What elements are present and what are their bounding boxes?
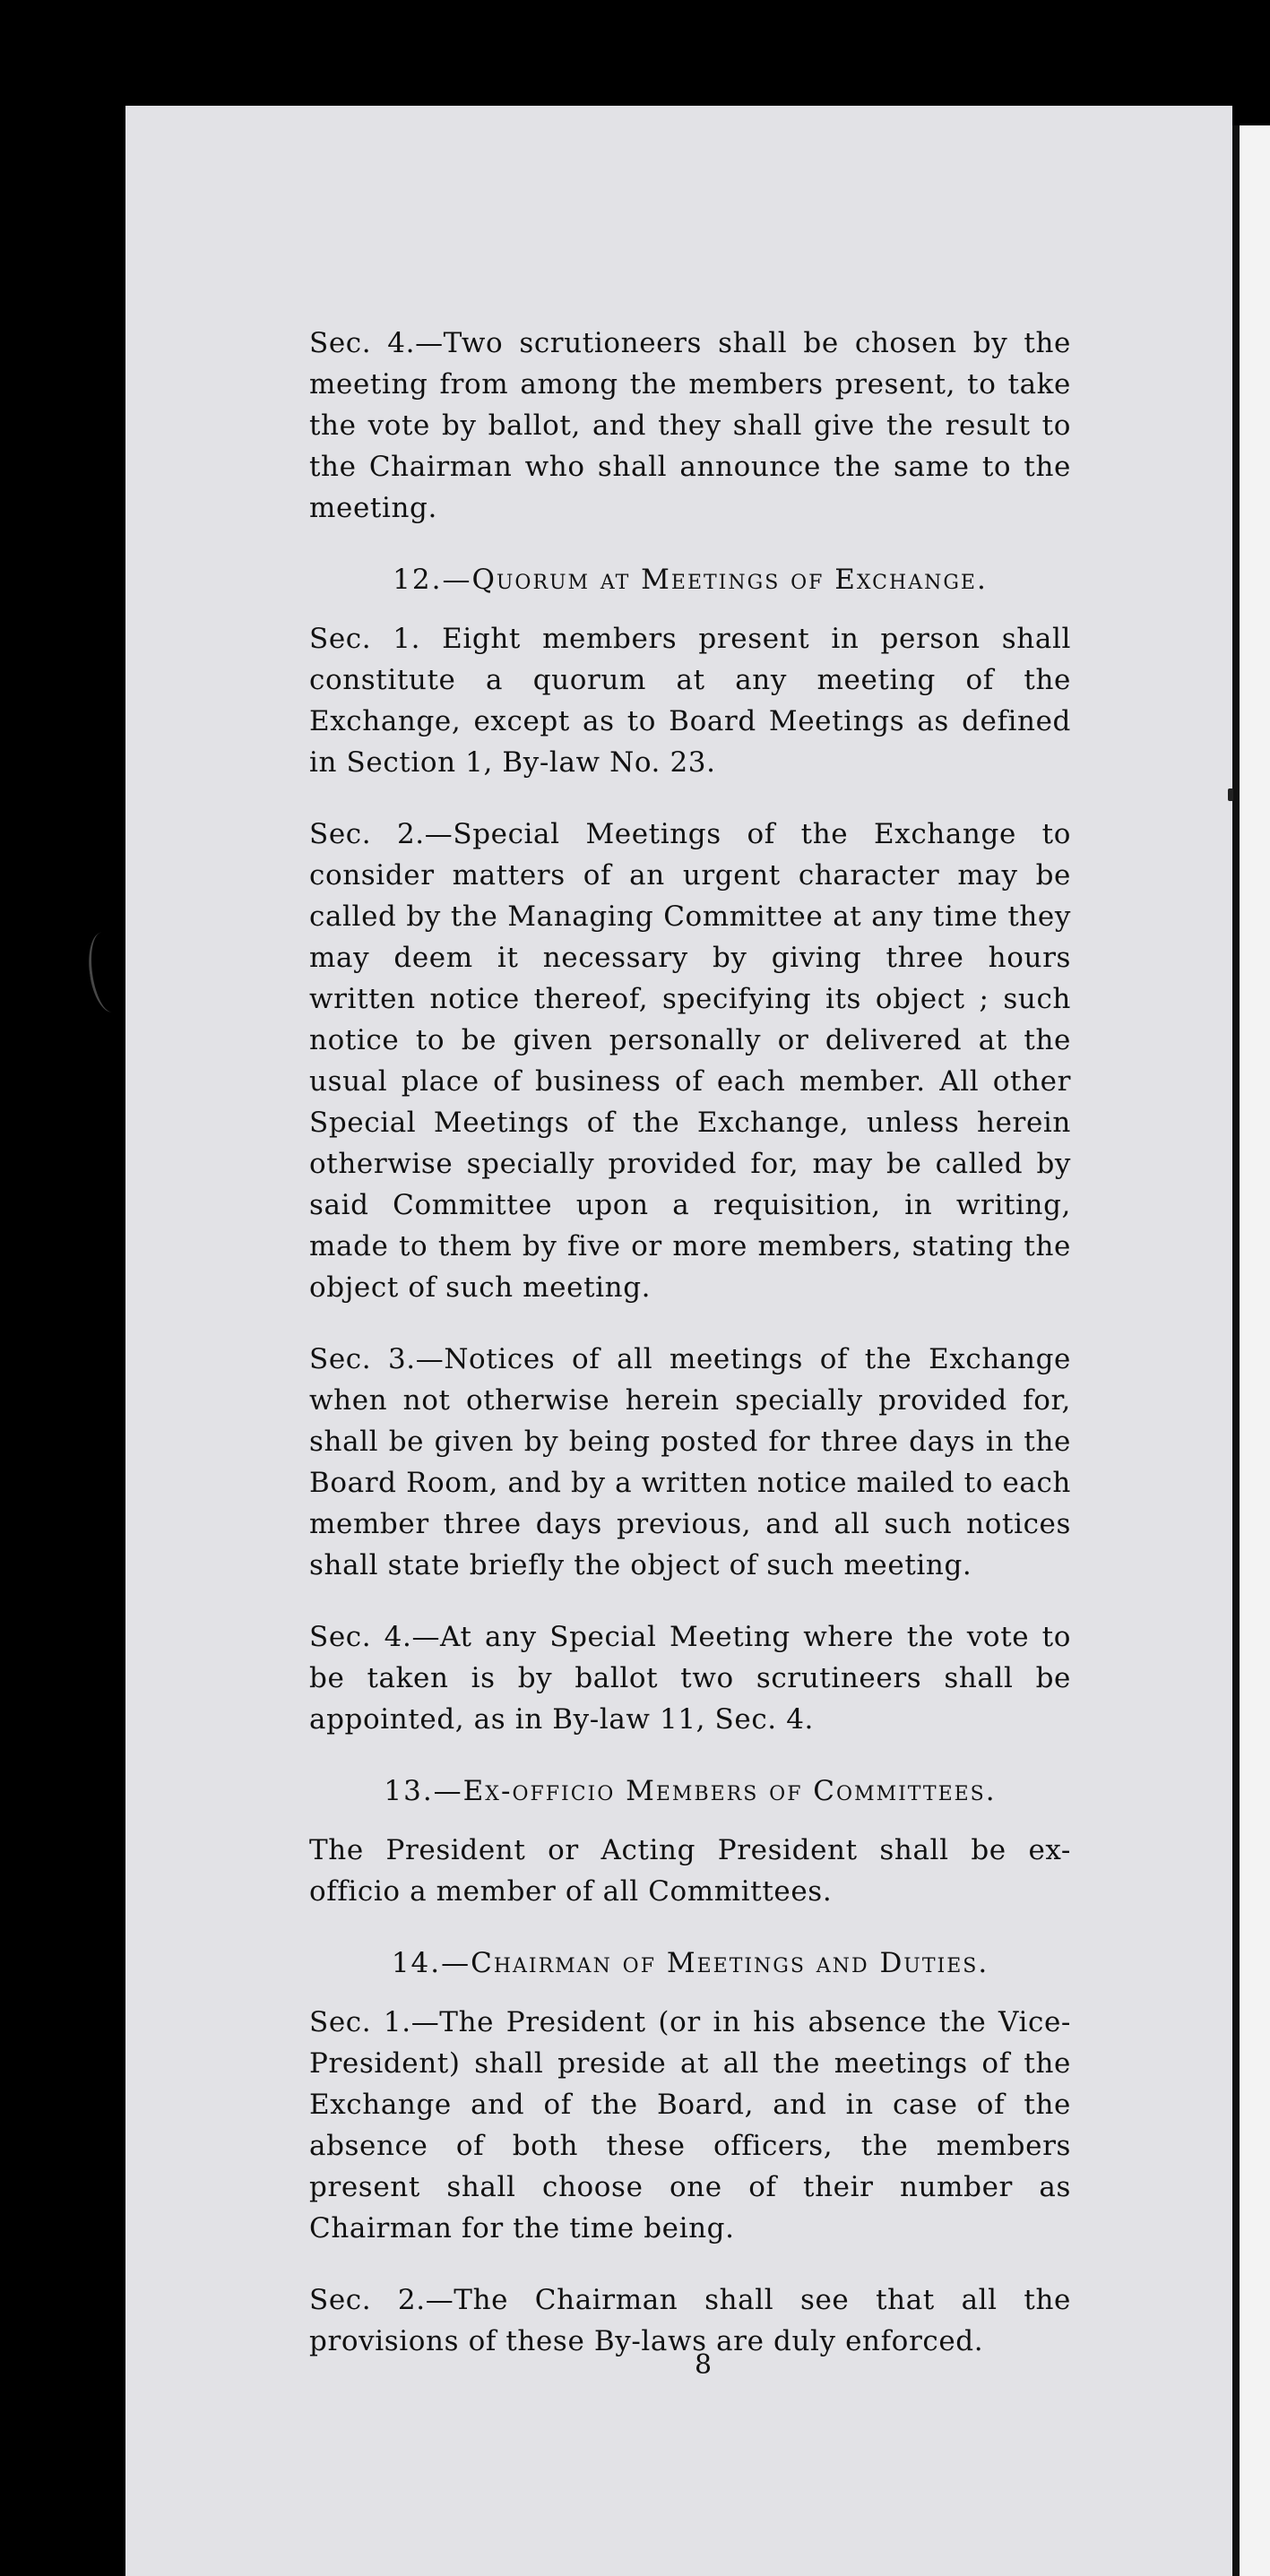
sec-1-chairman-paragraph: Sec. 1.—The President (or in his absence the Vice-President) shall preside at all the meetings of the Exchange and of the Board, and in case of the absence of both these officers, the members present shall choose one of their number as Chairman for the time being. [309,2006,1071,2244]
page-curl-mark [84,930,130,1015]
heading-quorum: 12.—Quorum at Meetings of Exchange. [393,564,988,596]
ex-officio-paragraph: The President or Acting President shall be ex-officio a member of all Committees. [309,1834,1071,1908]
sec-3-notices-paragraph: Sec. 3.—Notices of all meetings of the Exchange when not otherwise herein specially provided for, shall be given by being posted for three days in the Board Room, and by a written notice mailed to each member three days previous, and all such notices shall state briefly the object of such meeting. [309,1343,1071,1581]
sec-2-special-meetings-paragraph: Sec. 2.—Special Meetings of the Exchange to consider matters of an urgent character may be called by the Managing Committee at any time they may deem it necessary by giving three hours written notice thereof, specifying its object ; such notice to be given personally or delivered at the usual place of business of each member. All other Special Meetings of the Exchange, unless herein otherwise specially provided for, may be called by said Committee upon a requisition, in writing, made to them by five or more members, stating the object of such meeting. [309,818,1071,1304]
margin-mark [1228,788,1233,801]
bylaws-text [309,323,1071,2392]
page-number: 8 [695,2349,713,2381]
sec-4-ballot-paragraph: Sec. 4.—At any Special Meeting where the vote to be taken is by ballot two scrutineers shall be appointed, as in By-law 11, Sec. 4. [309,1621,1071,1736]
heading-chairman: 14.—Chairman of Meetings and Duties. [391,1947,989,1979]
sec-4-scrutineers-paragraph: Sec. 4.—Two scrutioneers shall be chosen by the meeting from among the members present, to take the vote by ballot, and they shall give the result to the Chairman who shall announce the same to the meeting. [309,327,1071,524]
sec-2-chairman-paragraph: Sec. 2.—The Chairman shall see that all the provisions of these By-laws are duly enforced. [309,2284,1071,2357]
page-gutter-shadow [1232,125,1240,2576]
sec-1-quorum-paragraph: Sec. 1. Eight members present in person shall constitute a quorum at any meeting of the Exchange, except as to Board Meetings as defined in Section 1, By-law No. 23. [309,623,1071,779]
heading-ex-officio: 13.—Ex-officio Members of Committees. [384,1775,997,1807]
